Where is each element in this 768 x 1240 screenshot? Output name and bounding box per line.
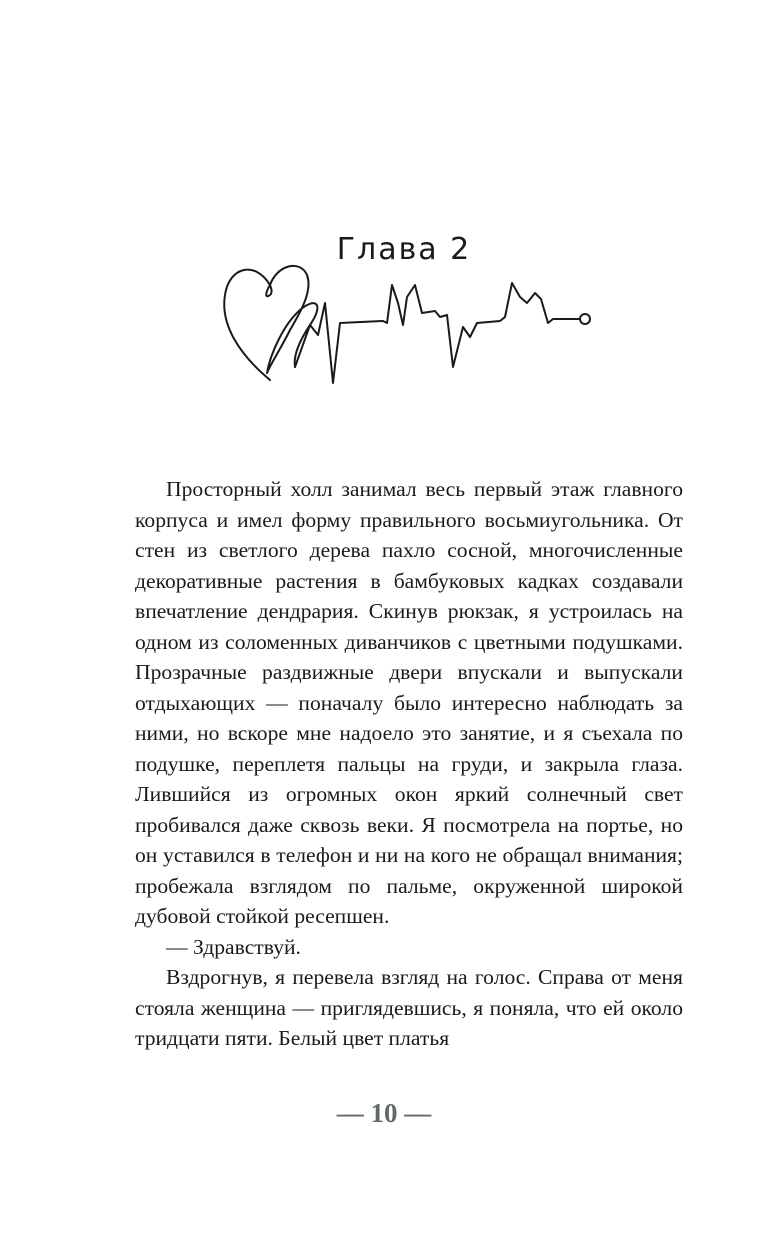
page-number: — 10 —	[336, 1098, 432, 1128]
paragraph-3: Вздрогнув, я перевела взгляд на голос. Справа от меня стояла женщина — приглядевшись, я поняла, что ей около тридцати пяти. Белый цвет платья	[135, 965, 683, 1050]
heartbeat-end-dot	[580, 314, 590, 324]
paragraph-2: — Здравствуй.	[166, 934, 301, 959]
paragraph-1: Просторный холл занимал весь первый этаж главного корпуса и имел форму правильного восьмиугольника. От стен из светлого дерева пахло сосной, многочисленные декоративные растения в бамбуковых кадках создавали впечатление дендрария. Скинув рюкзак, я устроилась на одном из соломенных диванчиков с цветными подушками. Прозрачные раздвижные двери впускали и выпускали отдыхающих — поначалу было интересно наблюдать за ними, но вскоре мне надоело это занятие, и я съехала по подушке, переплетя пальцы на груди, и закрыла глаза. Лившийся из огромных окон яркий солнечный свет пробивался даже сквозь веки. Я посмотрела на портье, но он уставился в телефон и ни на кого не обращал внимания; пробежала взглядом по пальме, окруженной широкой дубовой стойкой ресепшен.	[135, 477, 683, 928]
chapter-body	[135, 474, 683, 1054]
heart-line	[224, 266, 317, 380]
heart-inner-loop	[266, 285, 271, 296]
chapter-title: Глава 2	[336, 232, 472, 267]
heartbeat-line	[295, 283, 580, 383]
heart-heartbeat-icon	[215, 255, 605, 395]
